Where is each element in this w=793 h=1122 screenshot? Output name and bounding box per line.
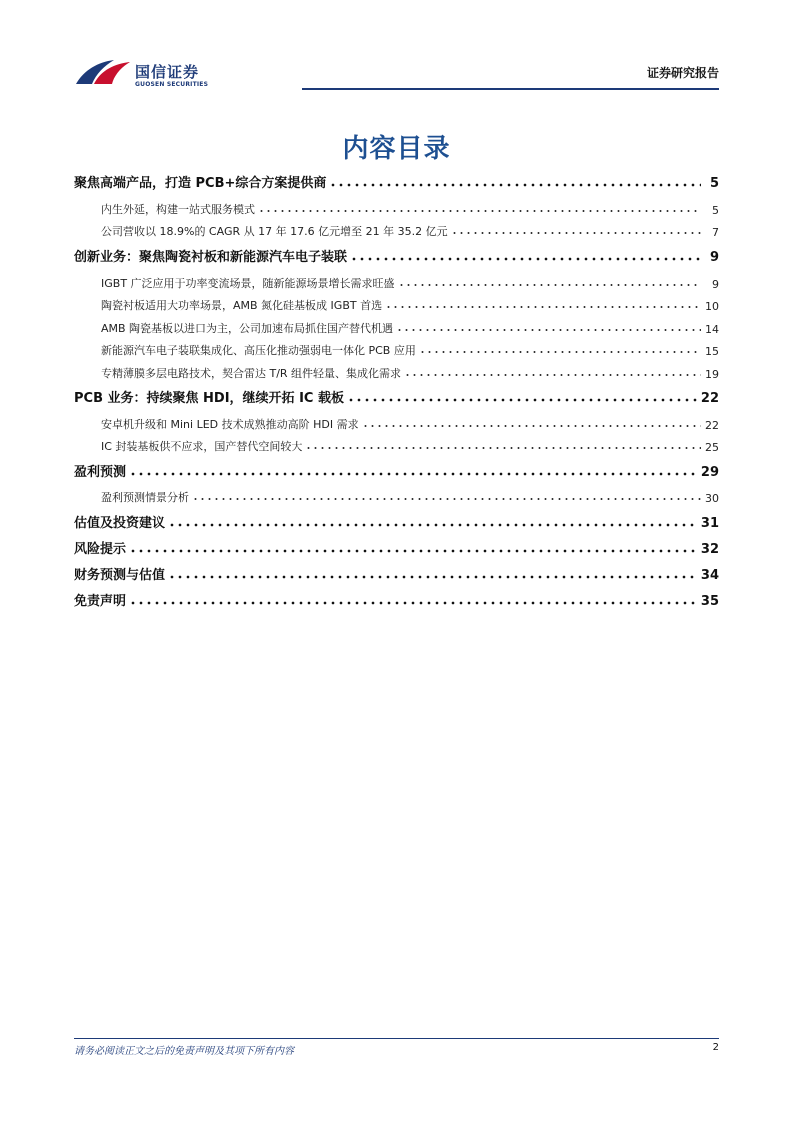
toc-dot-leader bbox=[385, 305, 701, 309]
toc-entry-page-number: 35 bbox=[700, 594, 719, 609]
toc-entry-page-number: 5 bbox=[709, 176, 719, 191]
toc-entry-page-number: 32 bbox=[700, 542, 719, 557]
toc-entry-level2[interactable] bbox=[101, 269, 719, 291]
toc-entry-level2[interactable] bbox=[101, 483, 719, 505]
toc-dot-leader bbox=[347, 398, 697, 402]
toc-entry-level1[interactable] bbox=[74, 243, 719, 265]
toc-entry-text: 安卓机升级和 Mini LED 技术成熟推动高阶 HDI 需求 bbox=[101, 418, 359, 431]
toc-title: 内容目录 bbox=[342, 134, 451, 164]
toc-entry-page-number: 19 bbox=[705, 368, 719, 381]
toc-entry-page-number: 25 bbox=[705, 441, 719, 454]
toc-entry-text: PCB 业务：持续聚焦 HDI，继续开拓 IC 载板 bbox=[74, 391, 344, 406]
page-header bbox=[74, 52, 719, 90]
toc-entry-level2[interactable] bbox=[101, 410, 719, 432]
toc-dot-leader bbox=[419, 350, 701, 354]
footer-page-number: 2 bbox=[712, 1042, 719, 1053]
toc-dot-leader bbox=[398, 283, 701, 287]
toc-entry-page-number: 9 bbox=[712, 278, 719, 291]
toc-entry-level2[interactable] bbox=[101, 314, 719, 336]
toc-entry-text: 风险提示 bbox=[74, 542, 127, 557]
toc-dot-leader bbox=[129, 472, 697, 476]
toc-entry-page-number: 31 bbox=[700, 516, 719, 531]
toc-dot-leader bbox=[329, 183, 701, 187]
logo-chinese-name: 国信证券 bbox=[135, 63, 200, 81]
toc-entry-text: 免责声明 bbox=[74, 594, 127, 609]
toc-entry-level1[interactable] bbox=[74, 587, 719, 609]
toc-dot-leader bbox=[362, 424, 701, 428]
guosen-logo-icon bbox=[74, 56, 132, 88]
toc-entry-page-number: 34 bbox=[700, 568, 719, 583]
toc-entry-text: 新能源汽车电子装联集成化、高压化推动强弱电一体化 PCB 应用 bbox=[101, 344, 416, 357]
toc-entry-level1[interactable] bbox=[74, 561, 719, 583]
toc-entry-text: 创新业务：聚焦陶瓷衬板和新能源汽车电子装联 bbox=[74, 250, 348, 265]
toc-dot-leader bbox=[258, 209, 701, 213]
toc-entry-level2[interactable] bbox=[101, 195, 719, 217]
toc-entry-level1[interactable] bbox=[74, 384, 719, 406]
toc-dot-leader bbox=[168, 575, 697, 579]
toc-entry-text: 内生外延，构建一站式服务模式 bbox=[101, 203, 255, 216]
toc-entry-level1[interactable] bbox=[74, 169, 719, 191]
toc-entry-text: 估值及投资建议 bbox=[74, 516, 166, 531]
toc-dot-leader bbox=[396, 328, 701, 332]
toc-entry-text: 盈利预测 bbox=[74, 465, 127, 480]
toc-entry-page-number: 15 bbox=[705, 345, 719, 358]
toc-dot-leader bbox=[168, 523, 697, 527]
toc-entry-page-number: 10 bbox=[705, 300, 719, 313]
toc-entry-text: 陶瓷衬板适用大功率场景，AMB 氮化硅基板成 IGBT 首选 bbox=[101, 299, 383, 312]
toc-dot-leader bbox=[192, 497, 701, 501]
toc-entry-text: 公司营收以 18.9%的 CAGR 从 17 年 17.6 亿元增至 21 年 35.2 亿元 bbox=[101, 225, 448, 238]
toc-entry-level2[interactable] bbox=[101, 432, 719, 454]
toc-entry-page-number: 7 bbox=[712, 226, 719, 239]
toc-dot-leader bbox=[404, 373, 701, 377]
toc-entry-text: 聚焦高端产品，打造 PCB+综合方案提供商 bbox=[74, 176, 327, 191]
toc-entry-text: AMB 陶瓷基板以进口为主，公司加速布局抓住国产替代机遇 bbox=[101, 322, 394, 335]
toc-entry-level2[interactable] bbox=[101, 217, 719, 239]
toc-entry-text: 专精薄膜多层电路技术，契合雷达 T/R 组件轻量、集成化需求 bbox=[101, 367, 402, 380]
footer-divider bbox=[74, 1038, 719, 1039]
toc-entry-page-number: 9 bbox=[709, 250, 719, 265]
toc-entry-page-number: 29 bbox=[700, 465, 719, 480]
toc-entry-page-number: 14 bbox=[705, 323, 719, 336]
toc-dot-leader bbox=[129, 601, 697, 605]
toc-entry-page-number: 22 bbox=[700, 391, 719, 406]
toc-entry-level2[interactable] bbox=[101, 336, 719, 358]
toc-dot-leader bbox=[305, 446, 701, 450]
report-type-label: 证券研究报告 bbox=[646, 66, 719, 80]
footer-disclaimer: 请务必阅读正文之后的免责声明及其项下所有内容 bbox=[74, 1046, 294, 1057]
toc-entry-level1[interactable] bbox=[74, 509, 719, 531]
toc-entry-level1[interactable] bbox=[74, 458, 719, 480]
toc-entry-level2[interactable] bbox=[101, 291, 719, 313]
guosen-logo bbox=[74, 56, 234, 90]
toc-entry-level1[interactable] bbox=[74, 535, 719, 557]
toc-entry-text: 盈利预测情景分析 bbox=[101, 491, 189, 504]
logo-english-name: GUOSEN SECURITIES bbox=[135, 81, 209, 88]
toc-entry-page-number: 5 bbox=[712, 204, 719, 217]
toc-dot-leader bbox=[350, 257, 701, 261]
toc-dot-leader bbox=[451, 231, 701, 235]
header-divider bbox=[302, 88, 719, 90]
toc-dot-leader bbox=[129, 549, 697, 553]
toc-entry-text: IGBT 广泛应用于功率变流场景，随新能源场景增长需求旺盛 bbox=[101, 277, 395, 290]
toc-entry-text: 财务预测与估值 bbox=[74, 568, 166, 583]
toc-entry-level2[interactable] bbox=[101, 359, 719, 381]
toc-entry-page-number: 22 bbox=[705, 419, 719, 432]
toc-entry-page-number: 30 bbox=[705, 492, 719, 505]
toc-entry-text: IC 封装基板供不应求，国产替代空间较大 bbox=[101, 440, 303, 453]
